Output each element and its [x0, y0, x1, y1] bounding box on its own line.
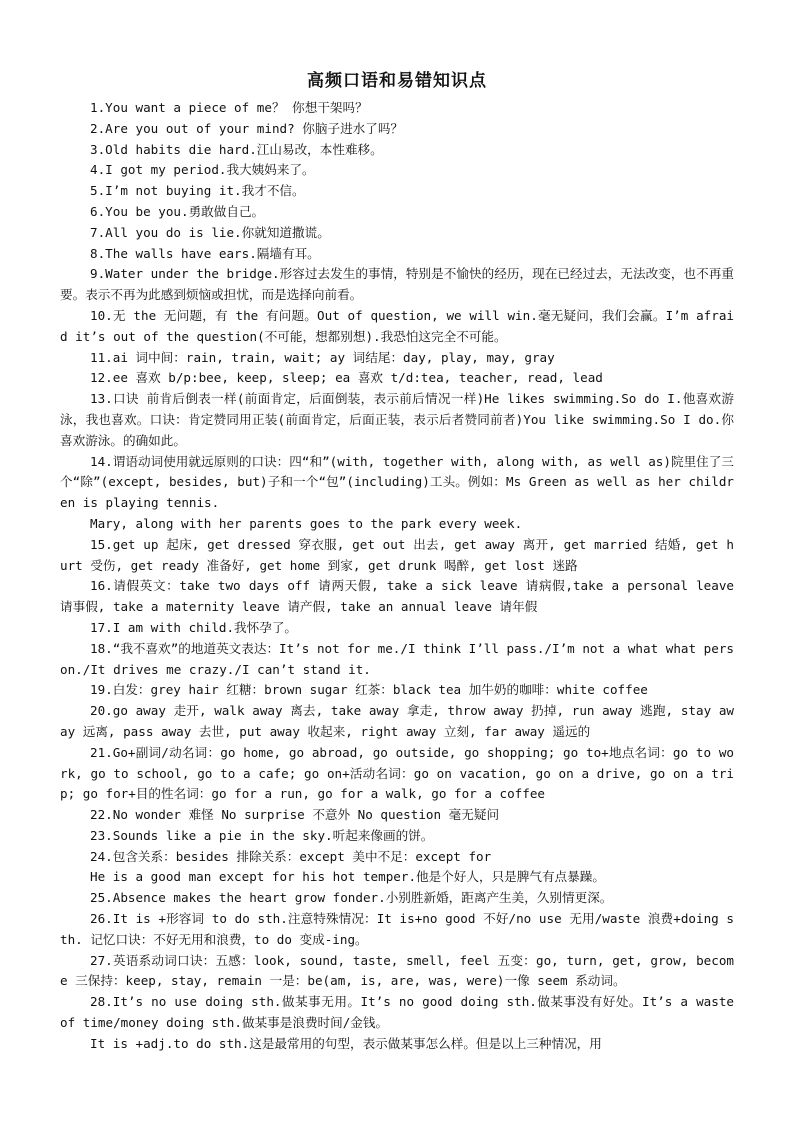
- knowledge-point: 7.All you do is lie.你就知道撒谎。: [90, 224, 330, 240]
- knowledge-point: 3.Old habits die hard.江山易改，本性难移。: [90, 141, 383, 157]
- knowledge-point-example: He is a good man except for his hot temper.他是个好人，只是脾气有点暴躁。: [90, 869, 605, 885]
- knowledge-point-example: Mary, along with her parents goes to the park every week.: [90, 515, 523, 531]
- knowledge-point-example: It is +adj.to do sth.这是最常用的句型，表示做某事怎么样。但是以上三种情况，用: [90, 1035, 602, 1051]
- knowledge-point: 5.I’m not buying it.我才不信。: [90, 183, 305, 199]
- knowledge-point: 11.ai 词中间：rain, train, wait; ay 词结尾：day, play, may, gray: [90, 349, 555, 365]
- knowledge-point: 21.Go+副词/动名词：go home, go abroad, go outside, go shopping; go to+地点名词：go to work, go to school, go to a cafe; go on+活动名词：go on vacation, go on a drive, go on a trip; go for+目的性名词：go for a run, go for a walk, go for a coffee: [60, 744, 734, 802]
- knowledge-point: 14.谓语动词使用就远原则的口诀：四“和”(with, together with, along with, as well as)院里住了三个“除”(except, besides, but)子和一个“包”(including)工头。例如：Ms Green as well as her children is playing tennis.: [60, 453, 734, 511]
- knowledge-point: 20.go away 走开, walk away 离去, take away 拿走, throw away 扔掉, run away 逃跑, stay away 远离, pass away 去世, put away 收起来, right away 立刻, far away 遥远的: [60, 703, 734, 739]
- knowledge-point: 24.包含关系：besides 排除关系：except 美中不足：except for: [90, 848, 492, 864]
- knowledge-point: 26.It is +形容词 to do sth.注意特殊情况：It is+no good 不好/no use 无用/waste 浪费+doing sth. 记忆口诀：不好无用和浪费，to do 变成-ing。: [60, 911, 734, 947]
- knowledge-point: 25.Absence makes the heart grow fonder.小别胜新婚，距离产生美，久别情更深。: [90, 890, 613, 906]
- knowledge-point: 27.英语系动词口诀：五感：look, sound, taste, smell, feel 五变：go, turn, get, grow, become 三保持：keep, stay, remain 一是：be(am, is, are, was, were)一像 seem 系动词。: [60, 952, 734, 989]
- knowledge-point: 28.It’s no use doing sth.做某事无用。It’s no good doing sth.做某事没有好处。It’s a waste of time/money doing sth.做某事是浪费时间/金钱。: [60, 994, 734, 1031]
- knowledge-point: 23.Sounds like a pie in the sky.听起来像画的饼。: [90, 827, 434, 843]
- knowledge-point: 17.I am with child.我怀孕了。: [90, 619, 298, 635]
- document-title: 高频口语和易错知识点: [307, 71, 487, 91]
- knowledge-point: 9.Water under the bridge.形容过去发生的事情，特别是不愉快的经历，现在已经过去，无法改变，也不再重要。表示不再为此感到烦恼或担忧，而是选择向前看。: [60, 266, 734, 303]
- knowledge-point: 16.请假英文：take two days off 请两天假, take a sick leave 请病假,take a personal leave 请事假, take a maternity leave 请产假, take an annual leave 请年假: [60, 578, 734, 615]
- knowledge-point: 15.get up 起床, get dressed 穿衣服, get out 出去, get away 离开, get married 结婚, get hurt 受伤, get ready 准备好, get home 到家, get drunk 喝醉, get lost 迷路: [60, 536, 734, 573]
- knowledge-point: 1.You want a piece of me？ 你想干架吗？: [90, 100, 368, 115]
- knowledge-point: 2.Are you out of your mind? 你脑子进水了吗？: [90, 120, 404, 136]
- knowledge-point: 8.The walls have ears.隔墙有耳。: [90, 245, 320, 261]
- document-page: [60, 66, 734, 1055]
- knowledge-point: 6.You be you.勇敢做自己。: [90, 203, 265, 219]
- knowledge-point: 4.I got my period.我大姨妈来了。: [90, 162, 315, 178]
- knowledge-point-list: [60, 98, 734, 1055]
- knowledge-point: 13.口诀 前肯后倒表一样(前面肯定，后面倒装，表示前后情况一样)He likes swimming.So do I.他喜欢游泳，我也喜欢。口诀：肯定赞同用正装(前面肯定，后面正装，表示后者赞同前者)You like swimming.So I do.你喜欢游泳。的确如此。: [60, 391, 734, 448]
- knowledge-point: 18.“我不喜欢”的地道英文表达：It’s not for me./I think I’ll pass./I’m not a what what person./It drives me crazy./I can’t stand it.: [60, 640, 734, 677]
- knowledge-point: 19.白发：grey hair 红糖：brown sugar 红茶：black tea 加牛奶的咖啡：white coffee: [90, 682, 648, 698]
- knowledge-point: 12.ee 喜欢 b/p:bee, keep, sleep; ea 喜欢 t/d:tea, teacher, read, lead: [90, 370, 603, 386]
- knowledge-point: 22.No wonder 难怪 No surprise 不意外 No question 毫无疑问: [90, 807, 500, 823]
- knowledge-point: 10.无 the 无问题，有 the 有问题。Out of question, we will win.毫无疑问，我们会赢。I’m afraid it’s out of the question(不可能，想都别想).我恐怕这完全不可能。: [60, 307, 734, 344]
